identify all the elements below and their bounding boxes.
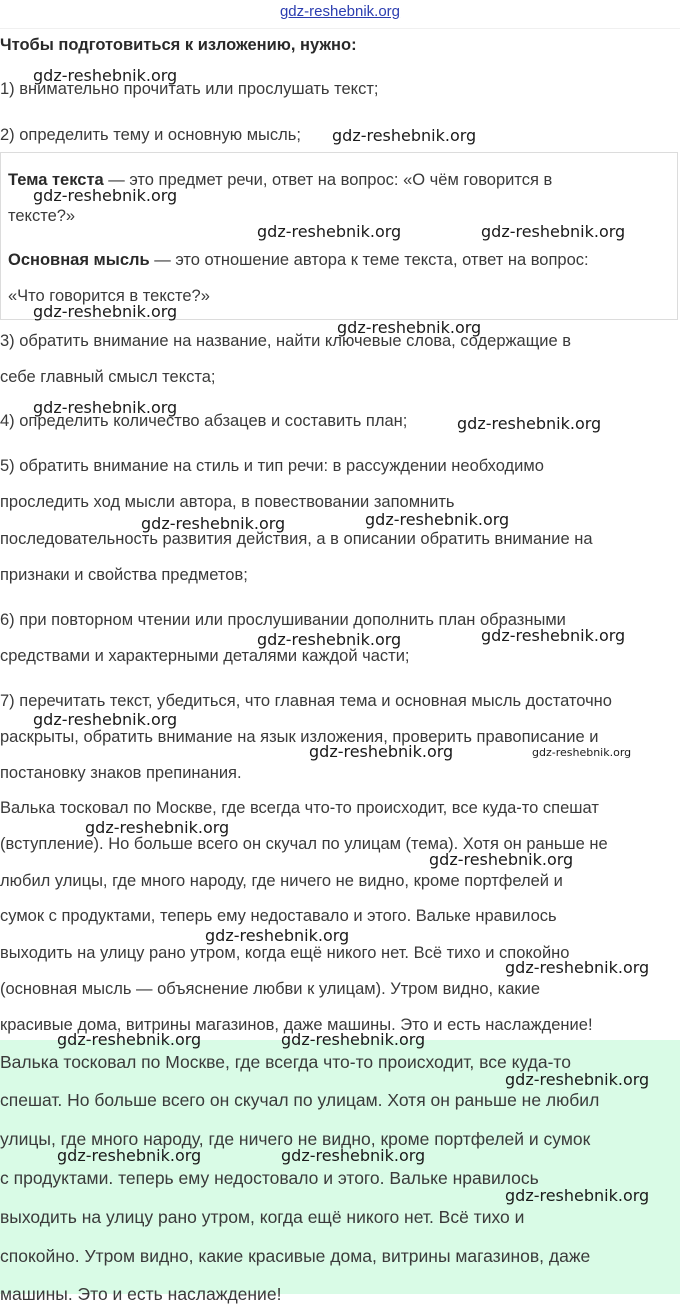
theme-term: Тема текста <box>8 171 104 189</box>
theme-definition-cont: тексте?» <box>8 207 76 225</box>
intro-heading: Чтобы подготовиться к изложению, нужно: <box>0 36 357 54</box>
step-6-line-2: средствами и характерными деталями каждой части; <box>0 647 410 665</box>
step-7-line-3: постановку знаков препинания. <box>0 764 242 782</box>
step-2: 2) определить тему и основную мысль; <box>0 126 301 144</box>
idea-definition-text: — это отношение автора к теме текста, ответ на вопрос: <box>149 251 589 269</box>
idea-question: «Что говорится в тексте?» <box>8 287 210 305</box>
summary-line-4: с продуктами. теперь ему недостовало и этого. Вальке нравилось <box>0 1168 539 1188</box>
watermark: gdz-reshebnik.org <box>481 626 626 645</box>
watermark: gdz-reshebnik.org <box>141 514 286 533</box>
watermark: gdz-reshebnik.org <box>33 66 178 85</box>
analysis-line-1: Валька тосковал по Москве, где всегда что-то происходит, все куда-то спешат <box>0 799 599 817</box>
idea-term: Основная мысль <box>8 251 150 269</box>
watermark: gdz-reshebnik.org <box>257 222 402 241</box>
analysis-line-6: (основная мысль — объяснение любви к улицам). Утром видно, какие <box>0 980 541 998</box>
step-7-line-2: раскрыты, обратить внимание на язык изложения, проверить правописание и <box>0 728 599 746</box>
watermark: gdz-reshebnik.org <box>505 1070 650 1089</box>
summary-line-6: спокойно. Утром видно, какие красивые дома, витрины магазинов, даже <box>0 1246 591 1266</box>
watermark: gdz-reshebnik.org <box>281 1030 426 1049</box>
watermark: gdz-reshebnik.org <box>429 850 574 869</box>
watermark: gdz-reshebnik.org <box>457 414 602 433</box>
summary-line-1: Валька тосковал по Москве, где всегда что-то происходит, все куда-то <box>0 1052 571 1072</box>
step-5-line-4: признаки и свойства предметов; <box>0 566 248 584</box>
step-6-line-1: 6) при повторном чтении или прослушивании дополнить план образными <box>0 611 566 629</box>
watermark: gdz-reshebnik.org <box>332 126 477 145</box>
watermark: gdz-reshebnik.org <box>57 1146 202 1165</box>
step-1: 1) внимательно прочитать или прослушать текст; <box>0 80 379 98</box>
watermark: gdz-reshebnik.org <box>505 1186 650 1205</box>
analysis-line-4: сумок с продуктами, теперь ему недоставало и этого. Вальке нравилось <box>0 907 557 925</box>
watermark: gdz-reshebnik.org <box>365 510 510 529</box>
watermark: gdz-reshebnik.org <box>532 746 632 759</box>
watermark: gdz-reshebnik.org <box>309 742 454 761</box>
step-5-line-2: проследить ход мысли автора, в повествовании запомнить <box>0 493 455 511</box>
theme-definition-text: — это предмет речи, ответ на вопрос: «О чём говорится в <box>103 171 553 189</box>
watermark: gdz-reshebnik.org <box>257 630 402 649</box>
watermark: gdz-reshebnik.org <box>205 926 350 945</box>
idea-definition <box>8 250 589 270</box>
step-5-line-3: последовательность развития действия, а в описании обратить внимание на <box>0 530 593 548</box>
summary-line-2: спешат. Но больше всего он скучал по улицам. Хотя он раньше не любил <box>0 1090 600 1110</box>
analysis-line-5: выходить на улицу рано утром, когда ещё никого нет. Всё тихо и спокойно <box>0 944 570 962</box>
step-4: 4) определить количество абзацев и составить план; <box>0 412 408 430</box>
analysis-line-7: красивые дома, витрины магазинов, даже машины. Это и есть наслаждение! <box>0 1016 593 1034</box>
step-3-line-2: себе главный смысл текста; <box>0 368 216 386</box>
watermark: gdz-reshebnik.org <box>33 710 178 729</box>
summary-line-7: машины. Это и есть наслаждение! <box>0 1284 282 1304</box>
analysis-line-3: любил улицы, где много народу, где ничего не видно, кроме портфелей и <box>0 872 563 890</box>
watermark: gdz-reshebnik.org <box>57 1030 202 1049</box>
summary-line-3: улицы, где много народу, где ничего не видно, кроме портфелей и сумок <box>0 1129 591 1149</box>
watermark: gdz-reshebnik.org <box>505 958 650 977</box>
watermark: gdz-reshebnik.org <box>33 302 178 321</box>
watermark: gdz-reshebnik.org <box>33 186 178 205</box>
watermark: gdz-reshebnik.org <box>337 318 482 337</box>
watermark: gdz-reshebnik.org <box>85 818 230 837</box>
step-5-line-1: 5) обратить внимание на стиль и тип речи: в рассуждении необходимо <box>0 457 544 475</box>
watermark: gdz-reshebnik.org <box>281 1146 426 1165</box>
step-7-line-1: 7) перечитать текст, убедиться, что главная тема и основная мысль достаточно <box>0 692 612 710</box>
watermark: gdz-reshebnik.org <box>33 398 178 417</box>
step-3-line-1: 3) обратить внимание на название, найти ключевые слова, содержащие в <box>0 332 572 350</box>
analysis-line-2: (вступление). Но больше всего он скучал по улицам (тема). Хотя он раньше не <box>0 835 608 853</box>
site-header-link[interactable]: gdz-reshebnik.org <box>0 0 680 29</box>
summary-line-5: выходить на улицу рано утром, когда ещё никого нет. Всё тихо и <box>0 1207 525 1227</box>
watermark: gdz-reshebnik.org <box>481 222 626 241</box>
